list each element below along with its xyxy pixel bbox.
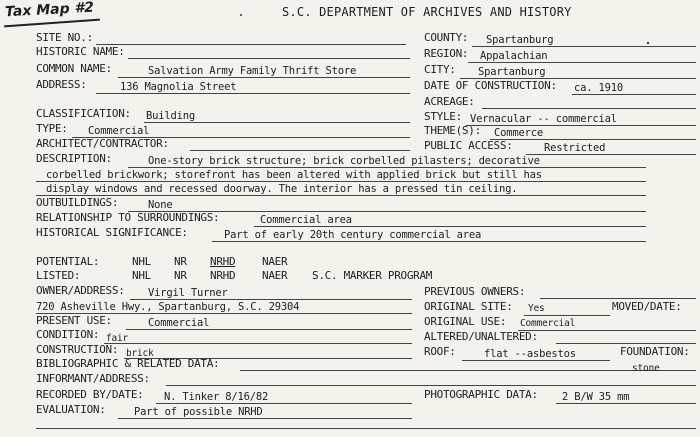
- condition-value: fair: [106, 333, 129, 344]
- classification-rule: [144, 122, 410, 123]
- listed-option-nr: NR: [174, 269, 187, 282]
- historical-significance-value: Part of early 20th century commercial area: [224, 229, 482, 241]
- date-of-construction-value: ca. 1910: [574, 82, 623, 94]
- previous-owners-label: PREVIOUS OWNERS:: [424, 285, 526, 298]
- description-rule-1: [128, 167, 646, 168]
- recorded-by-rule: [156, 403, 412, 404]
- public-access-value: Restricted: [544, 142, 606, 154]
- region-value: Appalachian: [480, 50, 548, 62]
- description-rule-3: [36, 195, 646, 196]
- architect-label: ARCHITECT/CONTRACTOR:: [36, 137, 169, 150]
- present-use-value: Commercial: [148, 317, 210, 329]
- historic-name-rule: [128, 58, 410, 59]
- listed-option-naer: NAER: [262, 269, 288, 282]
- date-of-construction-rule: [572, 94, 696, 95]
- listed-label: LISTED:: [36, 269, 81, 282]
- foundation-value: stone: [632, 363, 660, 374]
- architect-rule: [190, 150, 410, 151]
- evaluation-label: EVALUATION:: [36, 403, 106, 416]
- potential-option-naer: NAER: [262, 255, 288, 268]
- altered-rule: [556, 343, 696, 344]
- altered-label: ALTERED/UNALTERED:: [424, 330, 538, 343]
- roof-rule: [462, 360, 610, 361]
- style-value: Vernacular -- commercial: [470, 113, 617, 125]
- listed-option-nrhd: NRHD: [210, 269, 236, 282]
- evaluation-value: Part of possible NRHD: [134, 406, 263, 418]
- construction-label: CONSTRUCTION:: [36, 343, 119, 356]
- common-name-label: COMMON NAME:: [36, 62, 112, 75]
- department-title: S.C. DEPARTMENT OF ARCHIVES AND HISTORY: [282, 5, 572, 19]
- foundation-label: FOUNDATION:: [620, 345, 690, 358]
- city-label: CITY:: [424, 63, 456, 76]
- photographic-label: PHOTOGRAPHIC DATA:: [424, 388, 538, 401]
- historical-significance-label: HISTORICAL SIGNIFICANCE:: [36, 226, 188, 239]
- listed-option-nhl: NHL: [132, 269, 151, 282]
- city-value: Spartanburg: [478, 66, 546, 78]
- informant-rule: [166, 385, 696, 386]
- evaluation-rule: [118, 418, 412, 419]
- outbuildings-label: OUTBUILDINGS:: [36, 196, 119, 209]
- date-of-construction-label: DATE OF CONSTRUCTION:: [424, 79, 557, 92]
- tax-map-underline: [4, 19, 100, 28]
- tax-map-handwritten-note: Tax Map #2: [4, 0, 95, 21]
- themes-value: Commerce: [494, 127, 543, 139]
- region-label: REGION:: [424, 47, 469, 60]
- public-access-label: PUBLIC ACCESS:: [424, 139, 513, 152]
- themes-label: THEME(S):: [424, 124, 481, 137]
- informant-label: INFORMANT/ADDRESS:: [36, 372, 150, 385]
- roof-value: flat --asbestos: [484, 348, 576, 360]
- relationship-rule: [254, 226, 646, 227]
- acreage-rule: [482, 108, 696, 109]
- site-no-rule: [96, 44, 406, 45]
- themes-rule: [490, 139, 696, 140]
- ink-dot: [240, 14, 242, 16]
- county-label: COUNTY:: [424, 31, 469, 44]
- original-site-rule: [524, 315, 610, 316]
- potential-option-nrhd: NRHD: [210, 255, 236, 268]
- acreage-label: ACREAGE:: [424, 95, 475, 108]
- bibliographic-label: BIBLIOGRAPHIC & RELATED DATA:: [36, 357, 220, 370]
- original-use-value: Commercial: [520, 318, 576, 329]
- ink-tick: [647, 42, 649, 44]
- county-value: Spartanburg: [486, 34, 554, 46]
- potential-label: POTENTIAL:: [36, 255, 100, 268]
- original-site-value: Yes: [528, 303, 545, 314]
- county-rule: [472, 46, 696, 47]
- type-label: TYPE:: [36, 122, 68, 135]
- listed-option-marker-program: S.C. MARKER PROGRAM: [312, 269, 433, 282]
- common-name-value: Salvation Army Family Thrift Store: [148, 65, 357, 77]
- condition-label: CONDITION:: [36, 328, 100, 341]
- bibliographic-rule: [240, 370, 696, 371]
- owner-address-label: OWNER/ADDRESS:: [36, 284, 125, 297]
- photographic-rule: [556, 403, 696, 404]
- address-rule: [96, 93, 410, 94]
- original-site-label: ORIGINAL SITE:: [424, 300, 513, 313]
- roof-label: ROOF:: [424, 345, 456, 358]
- recorded-by-label: RECORDED BY/DATE:: [36, 388, 144, 401]
- description-line-1: One-story brick structure; brick corbelled pilasters; decorative: [148, 155, 540, 167]
- bottom-rule: [36, 428, 696, 429]
- owner-value: Virgil Turner: [148, 287, 228, 299]
- type-value: Commercial: [88, 125, 150, 137]
- moved-date-label: MOVED/DATE:: [612, 300, 682, 313]
- public-access-rule: [526, 154, 696, 155]
- outbuildings-value: None: [148, 199, 173, 211]
- condition-rule: [104, 343, 412, 344]
- owner-address-value: 720 Asheville Hwy., Spartanburg, S.C. 29304: [36, 301, 300, 313]
- photographic-value: 2 B/W 35 mm: [562, 391, 630, 403]
- site-no-label: SITE NO.:: [36, 31, 93, 44]
- potential-option-nhl: NHL: [132, 255, 151, 268]
- present-use-rule: [126, 329, 412, 330]
- previous-owners-rule: [540, 298, 696, 299]
- historic-name-label: HISTORIC NAME:: [36, 45, 125, 58]
- recorded-by-value: N. Tinker 8/16/82: [164, 391, 269, 403]
- address-label: ADDRESS:: [36, 78, 87, 91]
- original-use-label: ORIGINAL USE:: [424, 315, 507, 328]
- classification-label: CLASSIFICATION:: [36, 107, 131, 120]
- region-rule: [468, 62, 696, 63]
- style-label: STYLE:: [424, 110, 462, 123]
- relationship-value: Commercial area: [260, 214, 352, 226]
- address-value: 136 Magnolia Street: [120, 81, 237, 93]
- description-rule-2: [36, 181, 646, 182]
- style-rule: [466, 125, 696, 126]
- description-line-2: corbelled brickwork; storefront has been altered with applied brick but still has: [46, 169, 542, 181]
- construction-value: brick: [126, 348, 154, 359]
- potential-option-nr: NR: [174, 255, 187, 268]
- classification-value: Building: [146, 110, 195, 122]
- common-name-rule: [118, 77, 410, 78]
- historical-significance-rule: [212, 241, 646, 242]
- present-use-label: PRESENT USE:: [36, 314, 112, 327]
- description-line-3: display windows and recessed doorway. The interior has a pressed tin ceiling.: [46, 183, 518, 195]
- original-use-rule: [518, 330, 696, 331]
- owner-rule: [130, 299, 412, 300]
- relationship-label: RELATIONSHIP TO SURROUNDINGS:: [36, 211, 220, 224]
- description-label: DESCRIPTION:: [36, 152, 112, 165]
